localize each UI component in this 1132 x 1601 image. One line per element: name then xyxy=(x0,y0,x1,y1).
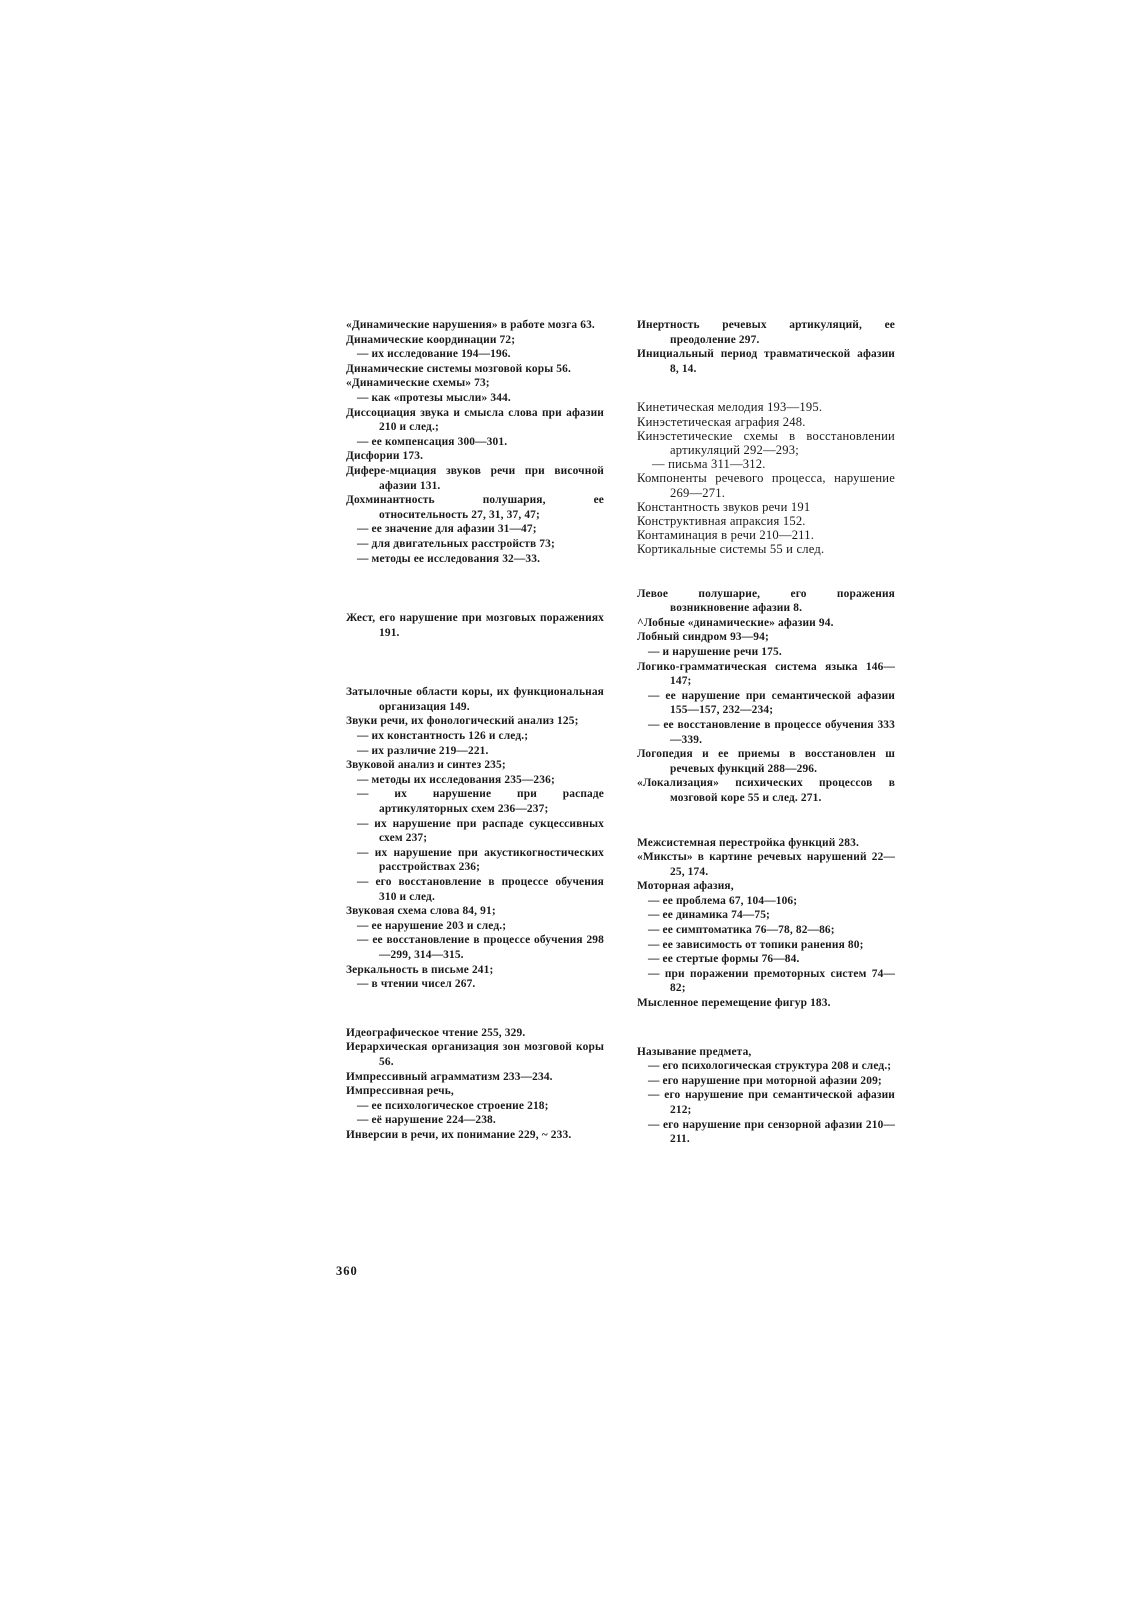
index-entry: Лобный синдром 93—94; xyxy=(637,631,769,644)
index-letter-group xyxy=(637,587,895,806)
index-subentry: — ее симптоматика 76—78, 82—86; xyxy=(648,924,835,937)
index-letter-group xyxy=(346,1026,604,1143)
index-column-right xyxy=(637,318,895,1147)
index-subentry: — ее нарушение при семантической афазии 155—157, 232—234; xyxy=(648,689,895,717)
index-subentry: — его нарушение при моторной афазии 209; xyxy=(648,1074,882,1087)
index-subentry: — ее динамика 74—75; xyxy=(648,909,771,922)
index-subentry: — его восстановление в процессе обучения 310 и след. xyxy=(357,876,604,903)
index-subentry: — и нарушение речи 175. xyxy=(648,645,782,658)
index-entry: Моторная афазия, xyxy=(637,880,734,893)
page-number: 360 xyxy=(336,1264,358,1278)
index-subentry: — его нарушение при сензорной афазии 210—211. xyxy=(648,1118,895,1146)
index-entry: Мысленное перемещение фигур 183. xyxy=(637,997,831,1010)
index-entry: Кинетическая мелодия 193—195. xyxy=(637,400,823,415)
index-entry: Инертность речевых артикуляций, ее преодоление 297. xyxy=(637,319,895,346)
index-entry: Кинэстетические схемы в восстановлении артикуляций 292—293; xyxy=(637,428,895,457)
index-entry: Затылочные области коры, их функциональная организация 149. xyxy=(346,686,604,713)
index-entry: Конструктивная апраксия 152. xyxy=(637,514,806,528)
index-subentry: — их нарушение при распаде сукцессивных схем 237; xyxy=(357,817,604,845)
index-entry: Кортикальные системы 55 и след. xyxy=(637,542,825,557)
index-subentry: — методы их исследования 235—236; xyxy=(357,773,555,786)
index-entry: Импрессивный аграмматизм 233—234. xyxy=(346,1070,553,1083)
index-subentry: — ее психологическое строение 218; xyxy=(357,1099,549,1112)
index-letter-group xyxy=(637,400,895,556)
index-subentry: — их нарушение при акустикогностических расстройствах 236; xyxy=(357,846,604,874)
index-entry: Звуковая схема слова 84, 91; xyxy=(346,905,496,918)
index-entry: Инициальный период травматической афазии 8, 14. xyxy=(637,348,895,375)
index-subentry: — ее зависимость от топики ранения 80; xyxy=(648,938,864,951)
index-entry: Звуковой анализ и синтез 235; xyxy=(346,759,506,772)
index-subentry: — их константность 126 и след.; xyxy=(357,730,529,743)
index-subentry: — в чтении чисел 267. xyxy=(357,978,476,991)
index-subentry: — ее значение для афазии 31—47; xyxy=(357,523,537,536)
index-entry: «Динамические схемы» 73; xyxy=(346,377,490,390)
index-entry: «Динамические нарушения» в работе мозга 63. xyxy=(346,319,595,331)
index-subentry: — их различие 219—221. xyxy=(357,744,489,757)
index-subentry: — ее компенсация 300—301. xyxy=(357,435,508,448)
index-entry: Жест, его нарушение при мозговых поражениях 191. xyxy=(346,612,604,639)
index-subentry: — его нарушение при семантической афазии 212; xyxy=(648,1089,895,1117)
index-subentry: — её нарушение 224—238. xyxy=(357,1114,496,1127)
index-subentry: — при поражении премоторных систем 74—82; xyxy=(648,967,895,995)
index-subentry: — их исследование 194—196. xyxy=(357,348,511,361)
index-column-left xyxy=(346,318,604,1143)
index-subentry: — ее восстановление в процессе обучения 333—339. xyxy=(648,718,895,746)
index-letter-group xyxy=(637,836,895,1011)
index-subentry: — ее проблема 67, 104—106; xyxy=(648,894,798,907)
index-subentry: — их нарушение при распаде артикуляторных схем 236—237; xyxy=(357,788,604,816)
index-entry: Кинэстетическая аграфия 248. xyxy=(637,414,806,429)
index-entry: Левое полушарие, его поражения возникновение афазии 8. xyxy=(637,587,895,615)
index-subentry: — его психологическая структура 208 и след.; xyxy=(648,1060,892,1073)
index-subentry: — ее стертые формы 76—84. xyxy=(648,953,800,966)
index-subentry: — как «протезы мысли» 344. xyxy=(357,391,511,404)
index-entry: Зеркальность в письме 241; xyxy=(346,963,494,976)
index-entry: ^Лобные «динамические» афазии 94. xyxy=(637,616,834,629)
index-subentry: — методы ее исследования 32—33. xyxy=(357,552,541,565)
index-entry: Динамические системы мозговой коры 56. xyxy=(346,362,571,375)
index-letter-group xyxy=(346,611,604,640)
index-subentry: — для двигательных расстройств 73; xyxy=(357,537,555,550)
index-entry: Звуки речи, их фонологический анализ 125; xyxy=(346,715,579,728)
index-letter-group xyxy=(346,685,604,991)
index-letter-group xyxy=(637,1045,895,1147)
index-entry: Компоненты речевого процесса, нарушение 269—271. xyxy=(637,471,895,500)
index-entry: Константность звуков речи 191 xyxy=(637,499,811,514)
index-entry: «Локализация» психических процессов в мозговой коре 55 и след. 271. xyxy=(637,777,895,804)
index-entry: Диссоциация звука и смысла слова при афазии 210 и след.; xyxy=(346,406,604,434)
index-letter-group xyxy=(346,318,604,566)
index-entry: Называние предмета, xyxy=(637,1045,752,1058)
index-entry: «Миксты» в картине речевых нарушений 22—25, 174. xyxy=(637,851,895,878)
index-entry: Межсистемная перестройка функций 283. xyxy=(637,836,859,849)
index-entry: Контаминация в речи 210—211. xyxy=(637,528,815,543)
index-entry: Иерархическая организация зон мозговой коры 56. xyxy=(346,1041,604,1068)
index-entry: Импрессивная речь, xyxy=(346,1085,454,1098)
index-entry: Логико-грамматическая система языка 146—147; xyxy=(637,660,895,688)
index-entry: Идеографическое чтение 255, 329. xyxy=(346,1026,526,1039)
index-subentry: — ее восстановление в процессе обучения 298—299, 314—315. xyxy=(357,934,604,961)
index-subentry: — письма 311—312. xyxy=(652,457,766,472)
index-entry: Логопедия и ее приемы в восстановлен ш речевых функций 288—296. xyxy=(637,748,895,775)
index-entry: Динамические координации 72; xyxy=(346,333,516,346)
index-letter-group xyxy=(637,318,895,376)
index-entry: Дохминантность полушария, ее относительность 27, 31, 37, 47; xyxy=(346,494,604,521)
index-entry: Дифере-мциация звуков речи при височной афазии 131. xyxy=(346,464,604,492)
index-entry: Дисфории 173. xyxy=(346,450,424,463)
index-entry: Инверсии в речи, их понимание 229, ~ 233. xyxy=(346,1128,572,1141)
index-subentry: — ее нарушение 203 и след.; xyxy=(357,919,507,932)
